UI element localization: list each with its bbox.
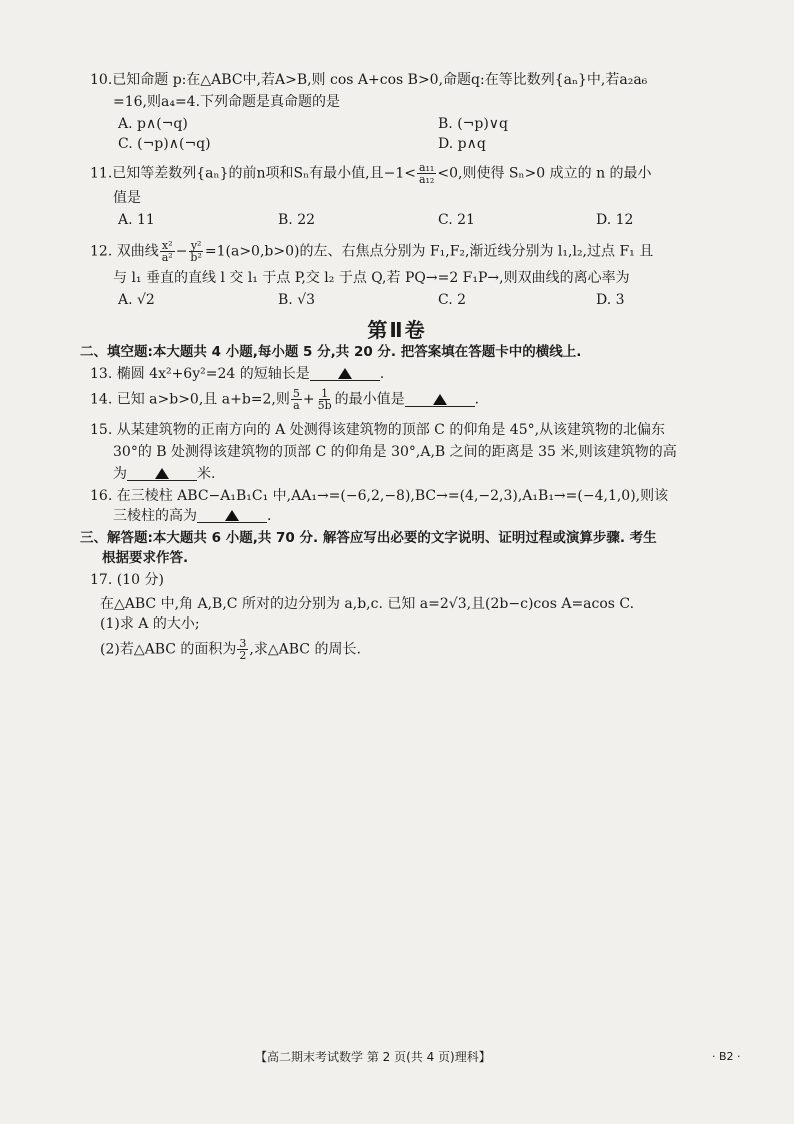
q16-answer-blank	[197, 506, 267, 523]
q11-lead: 11.已知等差数列{aₙ}的前n项和Sₙ有最小值,且−1<	[90, 165, 416, 182]
q11-option-c: C. 21	[438, 212, 475, 228]
page-code: · B2 ·	[712, 1050, 741, 1063]
q17-head: 17. (10 分)	[90, 572, 164, 588]
q10-option-d: D. p∧q	[438, 136, 486, 152]
q14-line	[90, 388, 479, 411]
part3-header-line1: 三、解答题:本大题共 6 小题,共 70 分. 解答应写出必要的文字说明、证明过程或演算步骤. 考生	[80, 530, 657, 546]
q15-answer-blank	[127, 464, 197, 481]
q14-mid: 的最小值是	[334, 391, 405, 408]
q17-fraction	[237, 638, 248, 661]
q10-line1: 10.已知命题 p:在△ABC中,若A>B,则 cos A+cos B>0,命题q:在等比数列{aₙ}中,若a₂a₆	[90, 72, 648, 88]
q11-frac-den: a₁₂	[418, 173, 435, 186]
q12-fraction-x	[160, 240, 175, 263]
q13-answer-blank	[310, 364, 380, 381]
q12-option-c: C. 2	[438, 292, 467, 308]
q14-fraction-2	[316, 388, 334, 411]
q15-line3-lead: 为	[113, 466, 127, 482]
q11-line1	[90, 162, 652, 185]
q11-option-b: B. 22	[278, 212, 316, 228]
q13-line	[90, 364, 384, 384]
q10-option-c: C. (¬p)∧(¬q)	[118, 136, 211, 152]
q17-sub2-lead: (2)若△ABC 的面积为	[100, 641, 237, 658]
q17-frac-num: 3	[239, 637, 247, 650]
section-title: 第Ⅱ卷	[367, 318, 427, 342]
q15-line3	[113, 464, 215, 484]
page-footer: 【高二期末考试数学 第 2 页(共 4 页)理科】	[255, 1050, 491, 1064]
q17-sub2-tail: ,求△ABC 的周长.	[249, 641, 361, 658]
q15-line3-end: 米.	[197, 466, 216, 482]
q14-f2-den: 5b	[317, 399, 332, 412]
q14-fraction-1	[291, 388, 302, 411]
q12-f2-num: y²	[190, 239, 202, 252]
q11-tail: <0,则使得 Sₙ>0 成立的 n 的最小	[437, 165, 652, 182]
q17-sub2	[100, 638, 361, 661]
triangle-icon	[155, 468, 169, 479]
q13-lead: 13. 椭圆 4x²+6y²=24 的短轴长是	[90, 366, 310, 382]
q11-option-d: D. 12	[596, 212, 634, 228]
q12-line1	[90, 240, 653, 263]
q15-line1: 15. 从某建筑物的正南方向的 A 处测得该建筑物的顶部 C 的仰角是 45°,从该建筑物的北偏东	[90, 422, 666, 438]
q12-f2-den: b²	[190, 251, 202, 264]
q12-option-a: A. √2	[118, 292, 155, 308]
q10-line2: =16,则a₄=4.下列命题是真命题的是	[113, 94, 341, 110]
q16-line2-lead: 三棱柱的高为	[113, 508, 197, 524]
q12-option-d: D. 3	[596, 292, 625, 308]
q15-line2: 30°的 B 处测得该建筑物的顶部 C 的仰角是 30°,A,B 之间的距离是 35 米,则该建筑物的高	[113, 444, 677, 460]
q12-tail: =1(a>0,b>0)的左、右焦点分别为 F₁,F₂,渐近线分别为 l₁,l₂,过点 F₁ 且	[204, 243, 654, 260]
q12-line2: 与 l₁ 垂直的直线 l 交 l₁ 于点 P,交 l₂ 于点 Q,若 PQ→=2 F₁P→,则双曲线的离心率为	[113, 270, 630, 286]
q14-answer-blank	[405, 390, 475, 407]
q17-frac-den: 2	[239, 649, 247, 662]
q14-end: .	[474, 391, 480, 408]
q16-line1: 16. 在三棱柱 ABC−A₁B₁C₁ 中,AA₁→=(−6,2,−8),BC→=(4,−2,3),A₁B₁→=(−4,1,0),则该	[90, 488, 669, 504]
q12-fraction-y	[188, 240, 203, 263]
q11-frac-num: a₁₁	[418, 161, 435, 174]
q14-plus: +	[302, 391, 315, 408]
q11-fraction	[417, 162, 436, 185]
q12-option-b: B. √3	[278, 292, 316, 308]
q14-lead: 14. 已知 a>b>0,且 a+b=2,则	[90, 391, 290, 408]
part3-header-line2: 根据要求作答.	[102, 550, 189, 566]
q12-f1-den: a²	[161, 251, 173, 264]
triangle-icon	[225, 510, 239, 521]
q13-end: .	[379, 366, 385, 382]
q12-f1-num: x²	[161, 239, 173, 252]
q14-f2-num: 1	[321, 387, 329, 400]
q10-option-b: B. (¬p)∨q	[438, 116, 509, 132]
q11-line2: 值是	[113, 190, 141, 206]
q17-sub1: (1)求 A 的大小;	[100, 616, 200, 632]
triangle-icon	[338, 368, 352, 379]
q14-f1-num: 5	[292, 387, 300, 400]
q11-option-a: A. 11	[118, 212, 155, 228]
part2-header: 二、填空题:本大题共 4 小题,每小题 5 分,共 20 分. 把答案填在答题卡中的横线上.	[80, 344, 582, 360]
q16-line2	[113, 506, 271, 526]
q16-line2-end: .	[267, 508, 272, 524]
q17-line1: 在△ABC 中,角 A,B,C 所对的边分别为 a,b,c. 已知 a=2√3,且(2b−c)cos A=acos C.	[100, 596, 635, 612]
q14-f1-den: a	[293, 399, 300, 412]
triangle-icon	[433, 394, 447, 405]
q12-minus: −	[175, 243, 188, 260]
q12-lead: 12. 双曲线	[90, 243, 159, 260]
q10-option-a: A. p∧(¬q)	[118, 116, 188, 132]
